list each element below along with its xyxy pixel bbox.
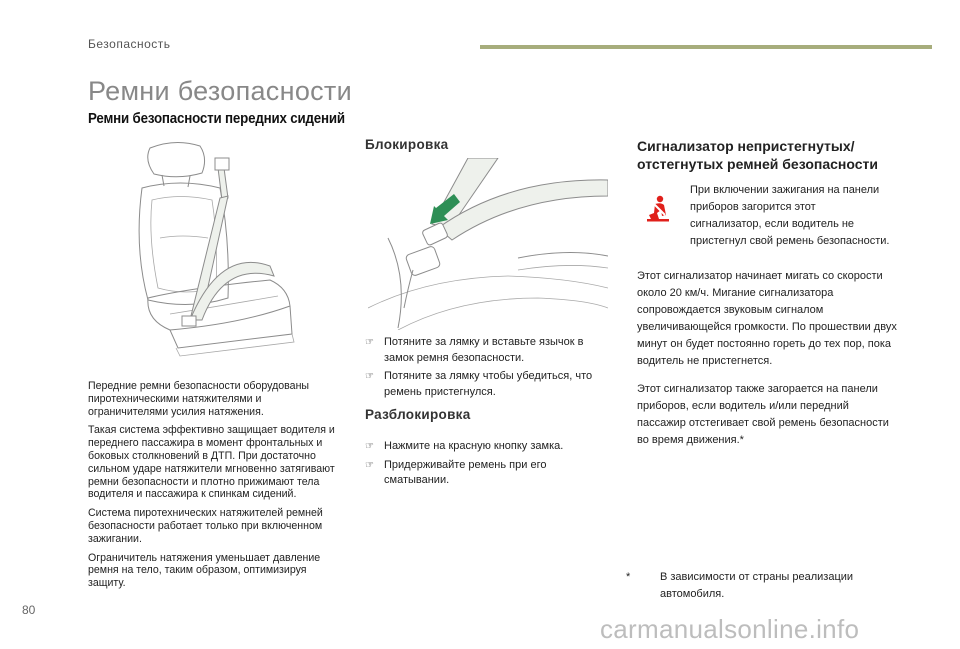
header-rule [480, 45, 932, 49]
section-label: Безопасность [88, 37, 171, 51]
lock-step [365, 335, 605, 366]
lock-steps [365, 335, 605, 403]
footnote-mark: * [626, 571, 631, 583]
ignition-paragraph: Система пиротехнических натяжителей ремней безопасности работает только при включенном зажигании. [88, 507, 323, 545]
protection-paragraph: Такая система эффективно защищает водителя и переднего пассажира в момент фронтальных и боковых столкновений в ДТП. При достаточно сильном ударе натяжители мгновенно затягивают ремни безопасности и плотно прижимают тела водителя и пассажира к спинкам сидений. [88, 424, 335, 501]
buckle-lock-illustration [368, 158, 608, 330]
left-text-column [88, 380, 336, 596]
page-title: Ремни безопасности [88, 76, 352, 106]
lock-step-text: Потяните за лямку чтобы убедиться, что ремень пристегнулся. [384, 370, 593, 398]
warning-heading: Сигнализатор непристегнутых/ отстегнутых ремней безопасности [637, 138, 878, 172]
unlock-step-text: Нажмите на красную кнопку замка. [384, 440, 564, 452]
lock-step [365, 369, 605, 400]
intro-paragraph: Передние ремни безопасности оборудованы пиротехническими натяжителями и ограничителями усилия натяжения. [88, 380, 310, 418]
hand-pointer-icon: ☞ [365, 337, 374, 348]
page-number: 80 [22, 603, 36, 617]
unfasten-paragraph: Этот сигнализатор также загорается на панели приборов, если водитель и/или передний пассажир отстегивает свой ремень безопасности во время движения.* [637, 383, 889, 446]
warning-description: При включении зажигания на панели приборов загорится этот сигнализатор, если водитель не пристегнул свой ремень безопасности. [690, 184, 890, 247]
unlock-steps [365, 439, 605, 492]
lock-step-text: Потяните за лямку и вставьте язычок в замок ремня безопасности. [384, 336, 584, 364]
blink-paragraph: Этот сигнализатор начинает мигать со скорости около 20 км/ч. Мигание сигнализатора сопровождается звуковым сигналом увеличивающейся громкости. По прошествии двух минут он будет постоянно гореть до тех пор, пока водитель не пристегнется. [637, 270, 897, 367]
seatbelt-warning-icon [645, 195, 671, 223]
page-subtitle: Ремни безопасности передних сидений [88, 111, 345, 127]
lock-heading: Блокировка [365, 137, 449, 152]
unlock-step [365, 439, 605, 455]
unlock-step [365, 458, 605, 489]
watermark: carmanualsonline.info [600, 614, 860, 644]
footnote: В зависимости от страны реализации автомобиля. [660, 571, 854, 600]
hand-pointer-icon: ☞ [365, 459, 374, 471]
hand-pointer-icon: ☞ [365, 371, 374, 382]
unlock-heading: Разблокировка [365, 407, 471, 422]
limiter-paragraph: Ограничитель натяжения уменьшает давление ремня на тело, таким образом, оптимизируя защиту. [88, 551, 321, 590]
hand-pointer-icon: ☞ [365, 441, 374, 452]
unlock-step-text: Придерживайте ремень при его сматывании. [384, 458, 547, 486]
front-seat-illustration [120, 138, 340, 360]
